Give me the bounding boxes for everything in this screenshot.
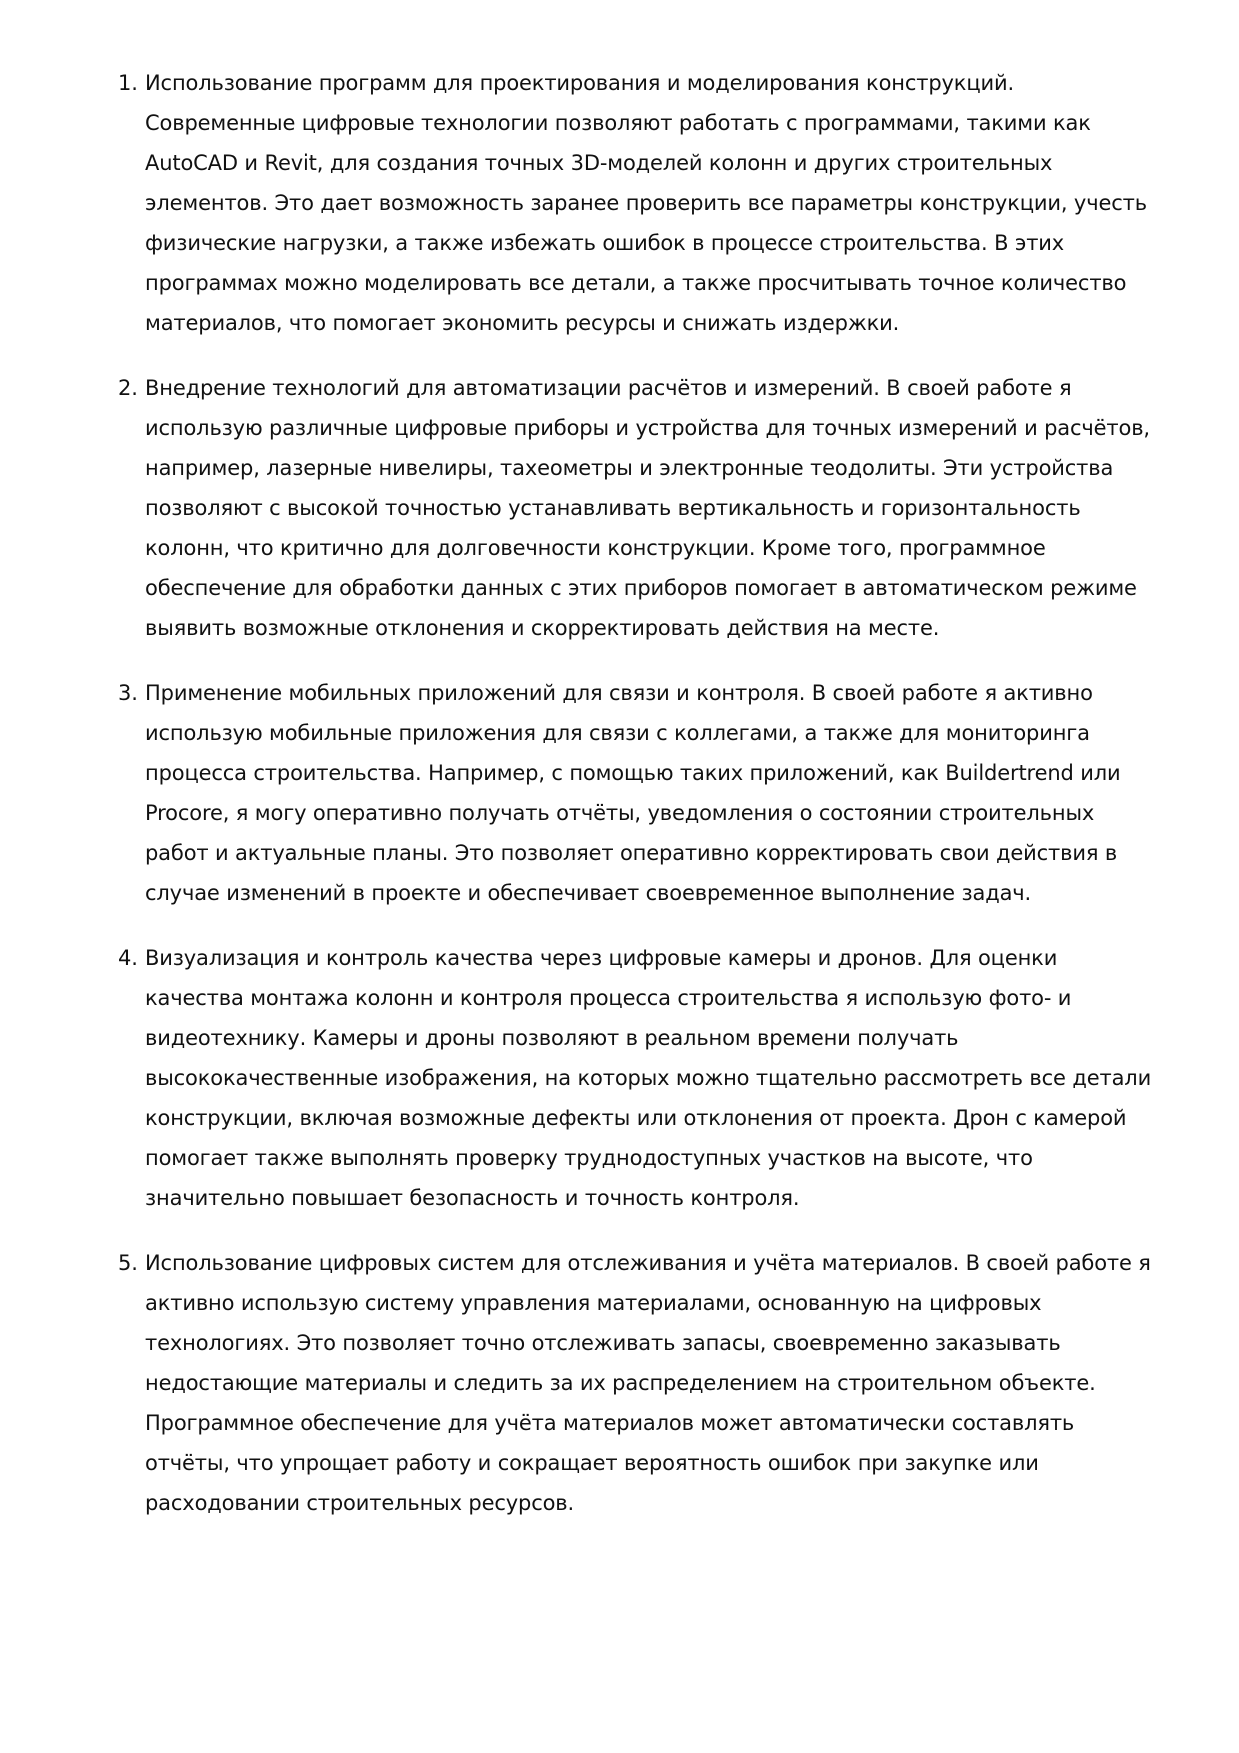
list-item-number: 3. [118,681,138,705]
numbered-list [118,63,1153,1548]
list-item [118,938,1153,1218]
list-item-text: Использование цифровых систем для отслеживания и учёта материалов. В своей работе я активно использую систему управления материалами, основанную на цифровых технологиях. Это позволяет точно отслеживать запасы, своевременно заказывать недостающие материалы и следить за их распределением на строительном объекте. Программное обеспечение для учёта материалов может автоматически составлять отчёты, что упрощает работу и сокращает вероятность ошибок при закупке или расходовании строительных ресурсов. [145,1251,1151,1515]
list-item [118,673,1153,913]
list-item-number: 4. [118,946,138,970]
list-item-text: Внедрение технологий для автоматизации расчётов и измерений. В своей работе я использую различные цифровые приборы и устройства для точных измерений и расчётов, например, лазерные нивелиры, тахеометры и электронные теодолиты. Эти устройства позволяют с высокой точностью устанавливать вертикальность и горизонтальность колонн, что критично для долговечности конструкции. Кроме того, программное обеспечение для обработки данных с этих приборов помогает в автоматическом режиме выявить возможные отклонения и скорректировать действия на месте. [145,376,1150,640]
list-item [118,1243,1153,1523]
list-item [118,63,1153,343]
list-item-number: 5. [118,1251,138,1275]
list-item-text: Визуализация и контроль качества через цифровые камеры и дронов. Для оценки качества монтажа колонн и контроля процесса строительства я использую фото- и видеотехнику. Камеры и дроны позволяют в реальном времени получать высококачественные изображения, на которых можно тщательно рассмотреть все детали конструкции, включая возможные дефекты или отклонения от проекта. Дрон с камерой помогает также выполнять проверку труднодоступных участков на высоте, что значительно повышает безопасность и точность контроля. [145,946,1152,1210]
list-item-number: 1. [118,71,138,95]
list-item-number: 2. [118,376,138,400]
list-item-text: Применение мобильных приложений для связи и контроля. В своей работе я активно использую мобильные приложения для связи с коллегами, а также для мониторинга процесса строительства. Например, с помощью таких приложений, как Buildertrend или Procore, я могу оперативно получать отчёты, уведомления о состоянии строительных работ и актуальные планы. Это позволяет оперативно корректировать свои действия в случае изменений в проекте и обеспечивает своевременное выполнение задач. [145,681,1121,905]
list-item [118,368,1153,648]
list-item-text: Использование программ для проектирования и моделирования конструкций. Современные цифровые технологии позволяют работать с программами, такими как AutoCAD и Revit, для создания точных 3D-моделей колонн и других строительных элементов. Это дает возможность заранее проверить все параметры конструкции, учесть физические нагрузки, а также избежать ошибок в процессе строительства. В этих программах можно моделировать все детали, а также просчитывать точное количество материалов, что помогает экономить ресурсы и снижать издержки. [145,71,1147,335]
